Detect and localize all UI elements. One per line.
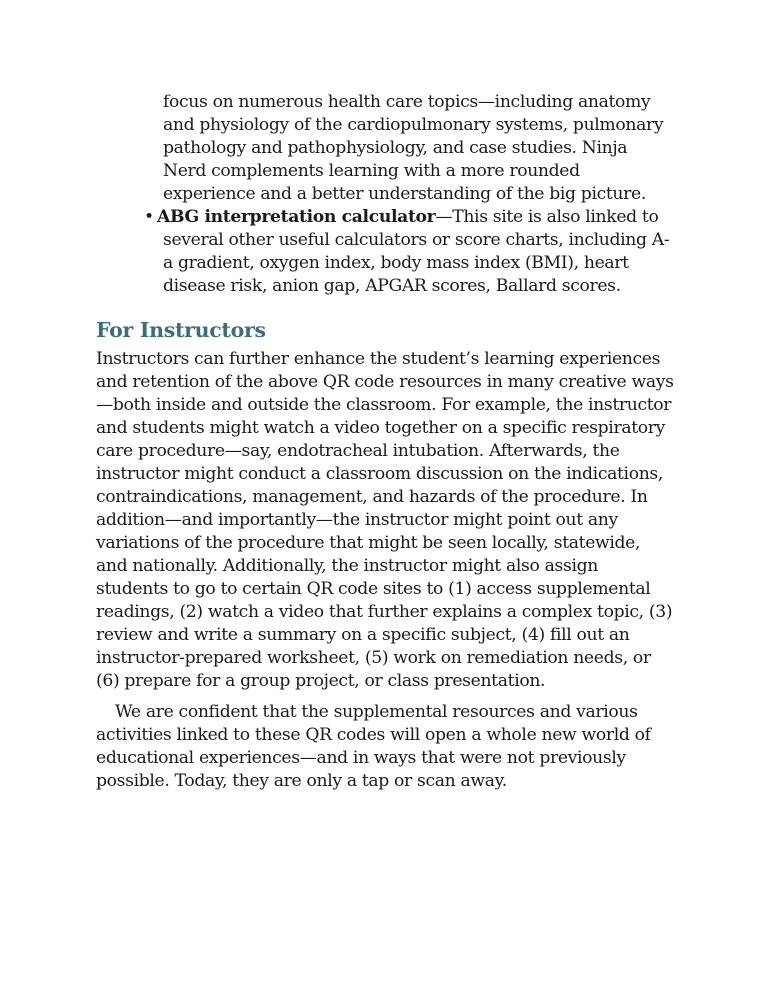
abg-calculator-description: —This site is also linked to [435, 207, 659, 227]
text-line: students to go to certain QR code sites to (1) access supplemental [96, 579, 651, 599]
text-line: disease risk, anion gap, APGAR scores, Ballard scores. [163, 276, 621, 296]
text-line: possible. Today, they are only a tap or scan away. [96, 771, 507, 791]
text-line: —both inside and outside the classroom. For example, the instructor [96, 395, 672, 415]
text-line: contraindications, management, and hazards of the procedure. In [96, 487, 648, 507]
text-line: pathology and pathophysiology, and case studies. Ninja [163, 138, 628, 158]
text-line: several other useful calculators or score charts, including A- [163, 230, 670, 250]
abg-calculator-title: ABG interpretation calculator [157, 207, 436, 227]
text-line: readings, (2) watch a video that further explains a complex topic, (3) [96, 602, 673, 622]
text-line: and students might watch a video together on a specific respiratory [96, 418, 665, 438]
text-line: a gradient, oxygen index, body mass index (BMI), heart [163, 253, 629, 273]
text-line: focus on numerous health care topics—including anatomy [163, 92, 651, 112]
text-line: and physiology of the cardiopulmonary systems, pulmonary [163, 115, 664, 135]
text-line: variations of the procedure that might be seen locally, statewide, [96, 533, 641, 553]
text-line: experience and a better understanding of the big picture. [163, 184, 646, 204]
bullet-first-line [157, 206, 658, 229]
text-line: instructor-prepared worksheet, (5) work on remediation needs, or [96, 648, 651, 668]
text-line: Nerd complements learning with a more rounded [163, 161, 580, 181]
text-line: activities linked to these QR codes will open a whole new world of [96, 725, 651, 745]
text-line: care procedure—say, endotracheal intubation. Afterwards, the [96, 441, 620, 461]
text-line: addition—and importantly—the instructor might point out any [96, 510, 618, 530]
section-heading: For Instructors [96, 318, 266, 342]
text-line: and retention of the above QR code resources in many creative ways [96, 372, 674, 392]
text-line: instructor might conduct a classroom discussion on the indications, [96, 464, 664, 484]
text-line: educational experiences—and in ways that were not previously [96, 748, 626, 768]
text-line: We are confident that the supplemental resources and various [115, 702, 638, 722]
bullet-dot-icon: • [144, 207, 155, 227]
text-line: and nationally. Additionally, the instructor might also assign [96, 556, 598, 576]
text-line: Instructors can further enhance the student’s learning experiences [96, 349, 661, 369]
text-line: (6) prepare for a group project, or class presentation. [96, 671, 546, 691]
text-line: review and write a summary on a specific subject, (4) fill out an [96, 625, 630, 645]
